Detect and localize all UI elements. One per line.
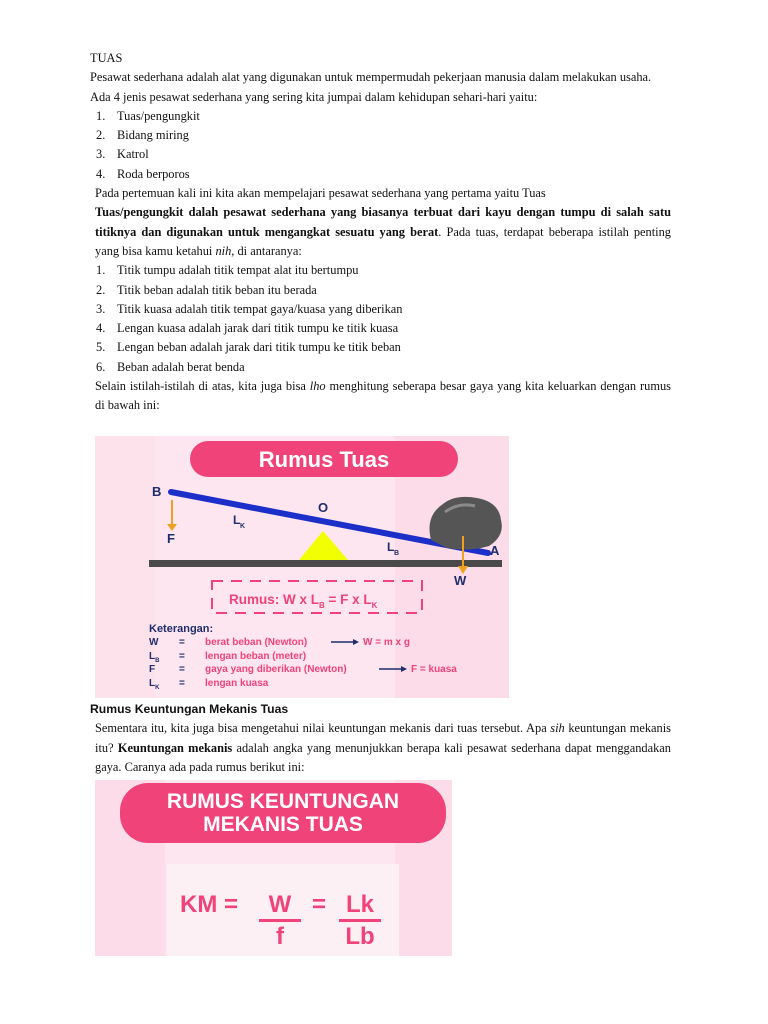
list-item: 3. Katrol (96, 147, 149, 162)
label-o: O (318, 500, 329, 515)
label-lk: L (233, 513, 241, 527)
svg-text:W: W (149, 637, 159, 648)
svg-text:LK: $L_K$ (149, 678, 160, 691)
svg-text:=: = (179, 678, 185, 689)
svg-text:lengan beban (meter): lengan beban (meter) (205, 651, 307, 662)
legend-title: Keterangan: (149, 623, 214, 635)
banner-line2: MEKANIS TUAS (203, 813, 363, 836)
list-item: 6. Beban adalah berat benda (96, 359, 245, 374)
label-b: B (152, 484, 162, 499)
svg-text:berat beban (Newton): berat beban (Newton) (205, 637, 308, 648)
svg-text:=: = (179, 637, 185, 648)
types-list (90, 107, 671, 184)
svg-text:gaya yang diberikan (Newton): gaya yang diberikan (Newton) (205, 664, 347, 675)
list-item: 1. Titik tumpu adalah titik tempat alat itu bertumpu (96, 263, 359, 278)
label-lk-sub: K (240, 523, 246, 530)
ground-bar (149, 560, 502, 567)
section2 (90, 700, 671, 777)
banner-title: Rumus Tuas (258, 447, 390, 472)
label-w: W (454, 573, 467, 588)
svg-text:F: F (149, 664, 156, 675)
fraction-bar (339, 919, 381, 922)
section2-heading: Rumus Keuntungan Mekanis Tuas (90, 702, 289, 716)
banner-line1: RUMUS KEUNTUNGAN (166, 790, 400, 813)
formula-text: Rumus: W x $L_B = F$ x $L_K$ (229, 592, 378, 610)
list-item: 3. Titik kuasa adalah titik tempat gaya/kuasa yang diberikan (96, 301, 403, 316)
list-item: 2. Bidang miring (96, 128, 189, 143)
list-item: 4. Roda berporos (96, 166, 190, 181)
document-body (90, 49, 671, 416)
ma-diagram (95, 780, 452, 956)
section2-paragraph: Sementara itu, kita juga bisa mengetahui nilai keuntungan mekanis dari tuas tersebut. Apa sih keuntungan mekanis itu? Keuntungan mekanis adalah angka yang menunjukkan berapa kali pesawat sederhana dapat menggandakan gaya. Caranya ada pada rumus berikut ini: (95, 721, 672, 774)
label-a: A (490, 543, 500, 558)
svg-text:=: = (179, 651, 185, 662)
definition-paragraph: Tuas/pengungkit dalah pesawat sederhana yang biasanya terbuat dari kayu dengan tumpu di salah satu titiknya dan digunakan untuk mengangkat sesuatu yang berat. Pada tuas, terdapat beberapa istilah penting yang bisa kamu ketahui nih, di antaranya: (95, 205, 671, 258)
lever-formula-figure (95, 436, 509, 698)
denominator-lb: Lb (345, 923, 375, 950)
svg-text:W = m x g: W = m x g (363, 637, 410, 648)
mechanical-advantage-figure (95, 780, 452, 956)
svg-text:F = kuasa: F = kuasa (411, 664, 457, 675)
intro-paragraph: Pesawat sederhana adalah alat yang digunakan untuk mempermudah pekerjaan manusia dalam melakukan usaha. (90, 70, 652, 85)
svg-text:lengan kuasa: lengan kuasa (205, 678, 269, 689)
equals-sign: = (311, 891, 327, 918)
formula-intro: Selain istilah-istilah di atas, kita juga bisa lho menghitung seberapa besar gaya yang kita keluarkan dengan rumus di bawah ini: (95, 379, 671, 413)
list-item: 4. Lengan kuasa adalah jarak dari titik tumpu ke titik kuasa (96, 321, 399, 336)
doc-title: TUAS (90, 51, 123, 65)
list-item: 5. Lengan beban adalah jarak dari titik tumpu ke titik beban (96, 340, 401, 355)
numerator-w: W (268, 891, 292, 918)
label-lb: L (387, 540, 395, 554)
list-item: 1. Tuas/pengungkit (96, 108, 200, 123)
label-lb-sub: B (394, 550, 400, 557)
numerator-lk: Lk (345, 891, 375, 918)
list-item: 2. Titik beban adalah titik beban itu berada (96, 282, 317, 297)
km-label: KM = (180, 891, 239, 918)
lever-diagram (95, 436, 509, 698)
terms-list (90, 261, 671, 377)
svg-text:=: = (179, 664, 185, 675)
denominator-f: f (276, 923, 284, 950)
svg-text:LB: $L_B$ (149, 651, 160, 664)
types-intro: Ada 4 jenis pesawat sederhana yang sering kita jumpai dalam kehidupan sehari-hari yaitu: (90, 89, 538, 104)
bg-stripe (95, 436, 155, 698)
fraction-bar (259, 919, 301, 922)
lesson-intro: Pada pertemuan kali ini kita akan mempelajari pesawat sederhana yang pertama yaitu Tuas (95, 186, 546, 201)
label-f: F (167, 531, 175, 546)
definition-bold: Tuas/pengungkit dalah pesawat sederhana yang biasanya terbuat dari kayu dengan tumpu di salah satu titiknya dan digunakan untuk mengangkat sesuatu yang berat (95, 205, 671, 239)
